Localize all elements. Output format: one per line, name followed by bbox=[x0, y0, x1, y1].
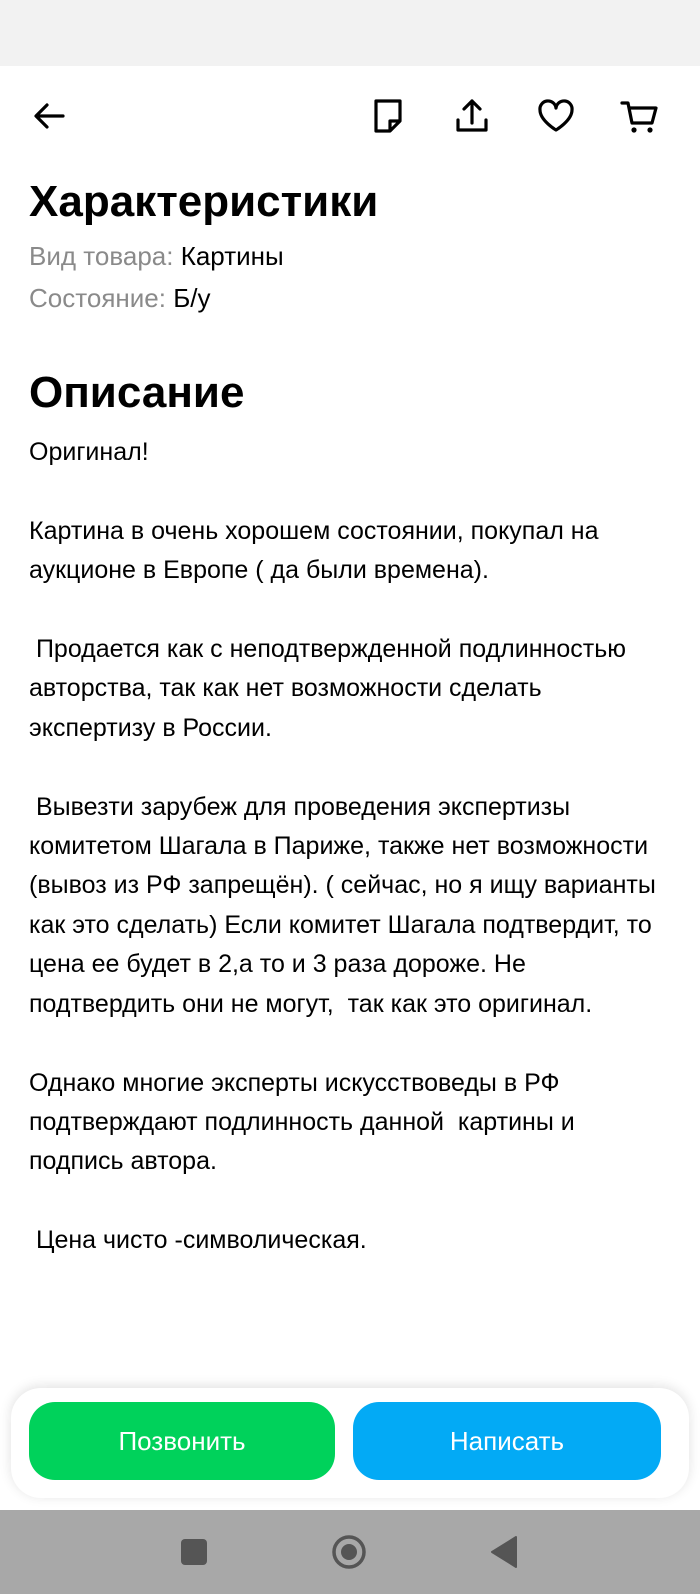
spec-label: Вид товара: bbox=[29, 241, 174, 271]
spec-label: Состояние: bbox=[29, 283, 166, 313]
spec-row-condition bbox=[29, 277, 669, 319]
cart-button[interactable] bbox=[620, 96, 660, 136]
share-button[interactable] bbox=[452, 96, 492, 136]
triangle-back-icon bbox=[488, 1535, 520, 1569]
write-button[interactable]: Написать bbox=[353, 1402, 661, 1480]
arrow-left-icon bbox=[29, 96, 69, 136]
call-button[interactable]: Позвонить bbox=[29, 1402, 335, 1480]
spec-value: Б/у bbox=[173, 283, 211, 313]
square-icon bbox=[180, 1538, 208, 1566]
description-title: Описание bbox=[29, 368, 245, 417]
home-button[interactable] bbox=[329, 1532, 369, 1572]
description-text: Оригинал! Картина в очень хорошем состоянии, покупал на аукционе в Европе ( да были времена). Продается как с неподтвержденной подлинностью авторства, так как нет возможности сделать экспертизу в России. Вывезти зарубеж для проведения экспертизы комитетом Шагала в Париже, также нет возможности (вывоз из РФ запрещён). ( сейчас, но я ищу варианты как это сделать) Если комитет Шагала подтвердит, то цена ее будет в 2,а то и 3 раза дороже. Не подтвердить они не могут, так как это оригинал. Однако многие эксперты искусствоведы в РФ подтверждают подлинность данной картины и подпись автора. Цена чисто -символическая. bbox=[29, 438, 656, 1255]
circle-icon bbox=[329, 1532, 369, 1572]
share-icon bbox=[452, 96, 492, 136]
characteristics-title: Характеристики bbox=[29, 177, 379, 226]
note-button[interactable] bbox=[368, 96, 408, 136]
content bbox=[29, 166, 669, 1261]
top-bar bbox=[0, 66, 700, 166]
favorite-button[interactable] bbox=[536, 96, 576, 136]
system-nav-bar bbox=[0, 1510, 700, 1594]
recent-apps-button[interactable] bbox=[174, 1532, 214, 1572]
content-fade bbox=[0, 1352, 700, 1392]
heart-icon bbox=[536, 96, 576, 136]
back-button[interactable] bbox=[29, 96, 69, 136]
contact-actions bbox=[11, 1388, 689, 1498]
status-bar bbox=[0, 0, 700, 66]
spec-row-type bbox=[29, 235, 669, 277]
cart-icon bbox=[620, 96, 660, 136]
spec-value: Картины bbox=[180, 241, 284, 271]
back-nav-button[interactable] bbox=[484, 1532, 524, 1572]
note-icon bbox=[368, 96, 408, 136]
